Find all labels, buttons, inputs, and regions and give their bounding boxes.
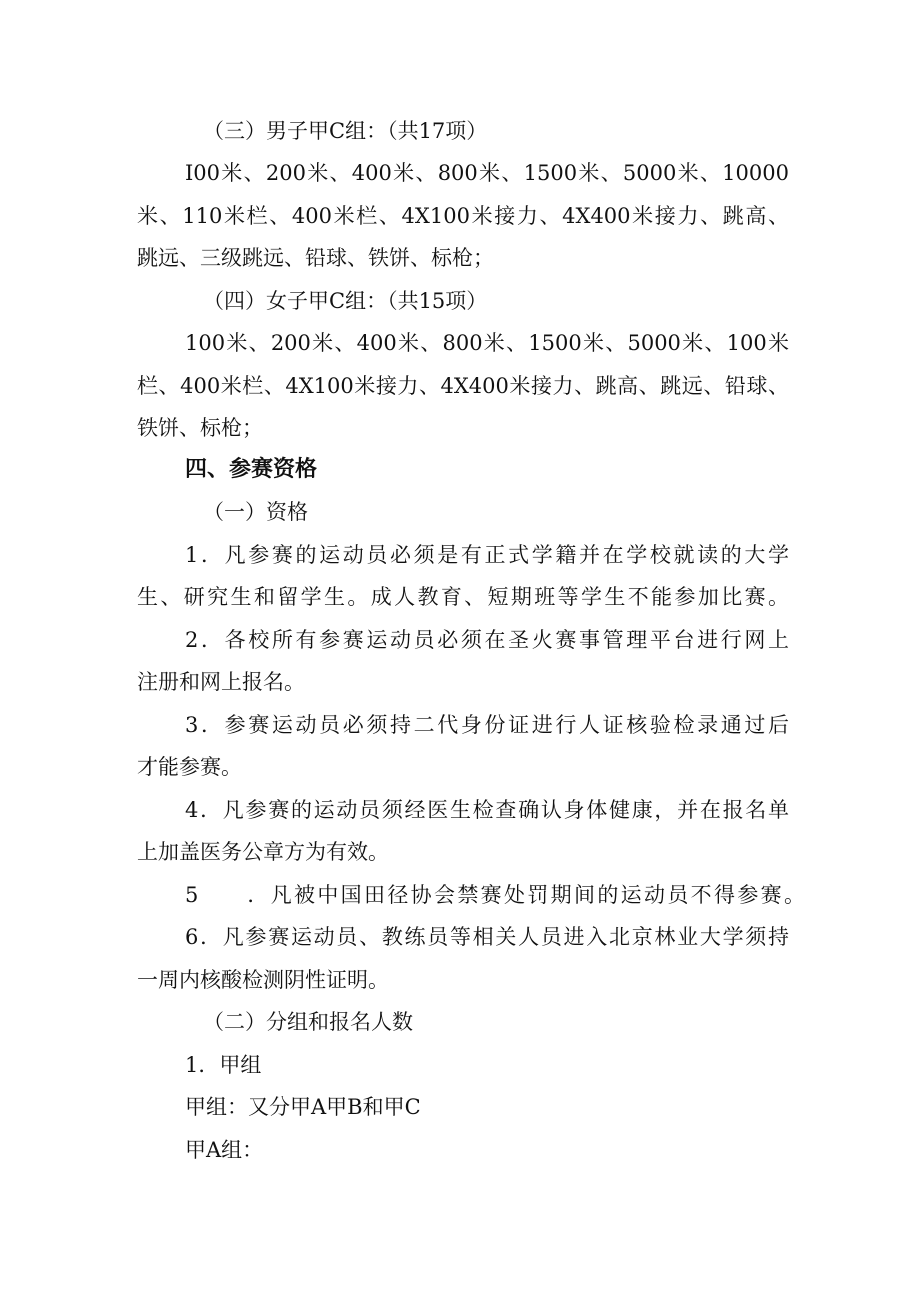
- section-heading-women-c: （四）女子甲C组：（共15项）: [203, 289, 488, 313]
- event-list-line: 米、110米栏、400米栏、4X100米接力、4X400米接力、跳高、: [137, 204, 789, 228]
- event-list-line: 铁饼、标枪；: [137, 416, 263, 440]
- paragraph-line: 4．凡参赛的运动员须经医生检查确认身体健康，并在报名单: [185, 798, 789, 822]
- event-list-line: 100米、200米、400米、800米、1500米、5000米、100米: [185, 331, 789, 355]
- subsection-heading: （二）分组和报名人数: [203, 1010, 413, 1034]
- chapter-heading: 四、参赛资格: [185, 457, 318, 482]
- paragraph-line: 1．凡参赛的运动员必须是有正式学籍并在学校就读的大学: [185, 543, 789, 567]
- paragraph-line: 才能参赛。: [137, 755, 242, 779]
- event-list-line: 跳远、三级跳远、铅球、铁饼、标枪；: [137, 246, 494, 270]
- subsection-heading: （一）资格: [203, 500, 308, 524]
- event-list-line: 栏、400米栏、4X100米接力、4X400米接力、跳高、跳远、铅球、: [137, 374, 789, 398]
- paragraph-line: 5 ．凡被中国田径协会禁赛处罚期间的运动员不得参赛。: [185, 883, 805, 907]
- paragraph-line: 上加盖医务公章方为有效。: [137, 840, 389, 864]
- event-list-line: I00米、200米、400米、800米、1500米、5000米、10000: [185, 161, 789, 185]
- paragraph-line: 甲组：又分甲A甲B和甲C: [185, 1095, 421, 1119]
- paragraph-line: 注册和网上报名。: [137, 670, 305, 694]
- paragraph-line: 1．甲组: [185, 1053, 262, 1077]
- paragraph-line: 甲A组：: [185, 1138, 264, 1162]
- paragraph-line: 3．参赛运动员必须持二代身份证进行人证核验检录通过后: [185, 713, 789, 737]
- section-heading-men-c: （三）男子甲C组：（共17项）: [203, 119, 488, 143]
- paragraph-line: 生、研究生和留学生。成人教育、短期班等学生不能参加比赛。: [137, 585, 789, 609]
- paragraph-line: 2．各校所有参赛运动员必须在圣火赛事管理平台进行网上: [185, 628, 789, 652]
- paragraph-line: 6．凡参赛运动员、教练员等相关人员进入北京林业大学须持: [185, 925, 789, 949]
- paragraph-line: 一周内核酸检测阴性证明。: [137, 968, 389, 992]
